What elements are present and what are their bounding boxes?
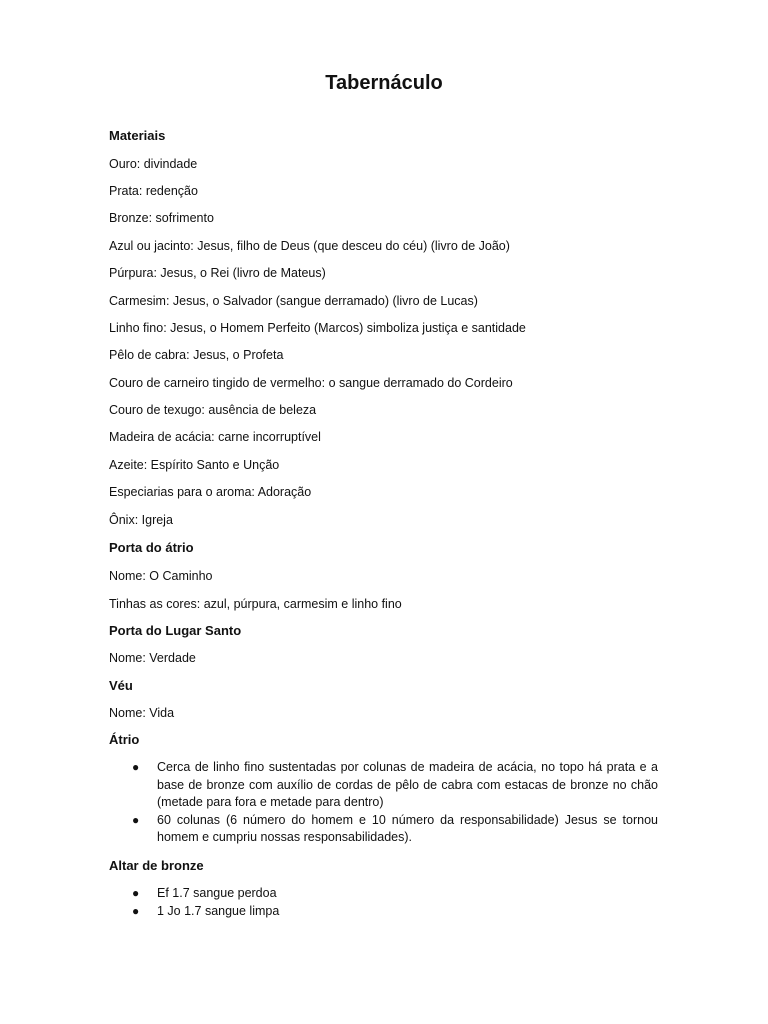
atrio-bullet-item: [130, 812, 658, 847]
altar-bullet-text: Ef 1.7 sangue perdoa: [157, 886, 277, 900]
material-item: Linho fino: Jesus, o Homem Perfeito (Marcos) simboliza justiça e santidade: [109, 321, 526, 335]
material-item: Prata: redenção: [109, 184, 198, 198]
bullet-icon: ●: [132, 903, 140, 918]
altar-bullet-item: [130, 903, 658, 921]
material-item: Couro de texugo: ausência de beleza: [109, 403, 317, 417]
section-heading-veu: Véu: [109, 678, 133, 693]
porta-atrio-item: Nome: O Caminho: [109, 569, 213, 583]
section-heading-porta-atrio: Porta do átrio: [109, 540, 194, 555]
material-item: Madeira de acácia: carne incorruptível: [109, 430, 321, 444]
material-item: Couro de carneiro tingido de vermelho: o sangue derramado do Cordeiro: [109, 376, 513, 390]
altar-bullet-item: [130, 885, 658, 903]
bullet-icon: ●: [132, 886, 140, 900]
material-item: Ônix: Igreja: [109, 513, 173, 527]
atrio-bullet-list: [130, 759, 658, 847]
document-title: Tabernáculo: [325, 72, 443, 94]
material-item: Azul ou jacinto: Jesus, filho de Deus (que desceu do céu) (livro de João): [109, 239, 510, 253]
bullet-icon: ●: [132, 760, 140, 774]
material-item: Especiarias para o aroma: Adoração: [109, 485, 312, 499]
material-item: Carmesim: Jesus, o Salvador (sangue derramado) (livro de Lucas): [109, 294, 478, 308]
section-heading-materiais: Materiais: [109, 128, 166, 143]
section-heading-altar-bronze: Altar de bronze: [109, 858, 204, 873]
atrio-bullet-item: [130, 759, 658, 812]
porta-lugar-santo-item: Nome: Verdade: [109, 651, 196, 665]
section-heading-porta-lugar-santo: Porta do Lugar Santo: [109, 623, 242, 638]
bullet-icon: ●: [132, 812, 140, 827]
veu-item: Nome: Vida: [109, 706, 175, 720]
material-item: Púrpura: Jesus, o Rei (livro de Mateus): [109, 266, 326, 280]
material-item: Azeite: Espírito Santo e Unção: [109, 458, 280, 472]
section-heading-atrio: Átrio: [109, 732, 140, 747]
atrio-bullet-text: 60 colunas (6 número do homem e 10 número da responsabilidade) Jesus se tornou homem e cumpriu nossas responsabilidades).: [157, 812, 658, 844]
material-item: Pêlo de cabra: Jesus, o Profeta: [109, 348, 284, 362]
atrio-bullet-text: Cerca de linho fino sustentadas por colunas de madeira de acácia, no topo há prata e a base de bronze com auxílio de cordas de pêlo de cabra com estacas de bronze no chão (metade para fora e metade para dentro): [157, 760, 658, 809]
porta-atrio-item: Tinhas as cores: azul, púrpura, carmesim e linho fino: [109, 597, 402, 611]
altar-bullet-list: [130, 885, 658, 920]
material-item: Ouro: divindade: [109, 157, 198, 171]
altar-bullet-text: 1 Jo 1.7 sangue limpa: [157, 903, 280, 918]
material-item: Bronze: sofrimento: [109, 211, 214, 225]
